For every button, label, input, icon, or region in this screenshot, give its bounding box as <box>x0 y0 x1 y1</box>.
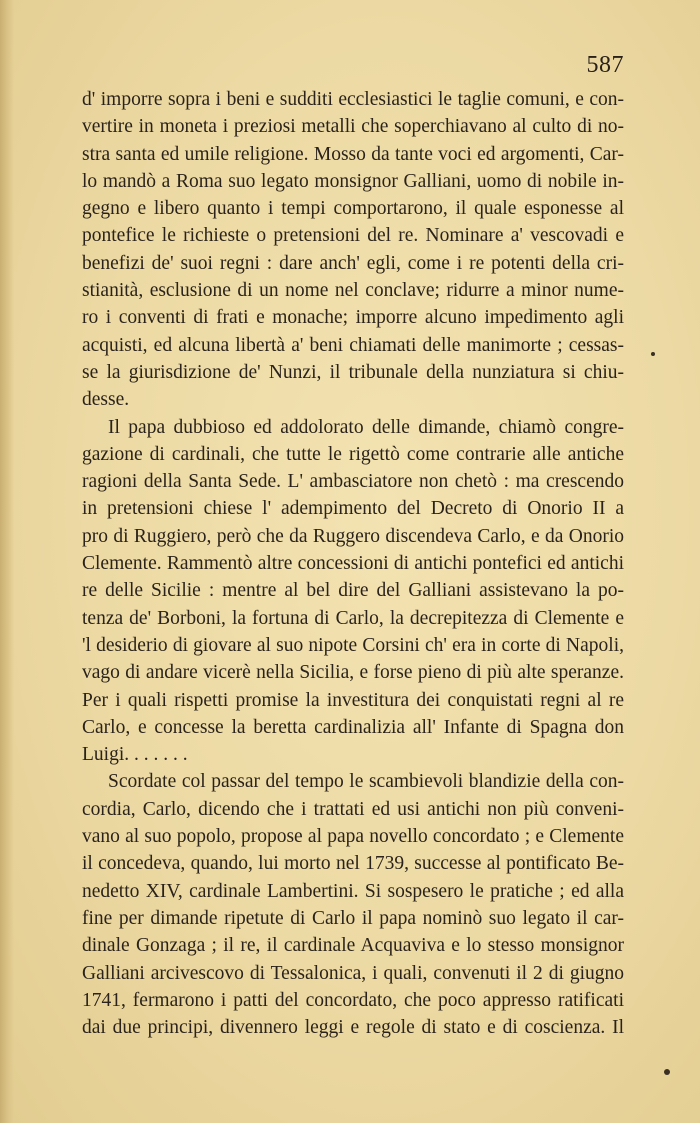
text-line: Per i quali rispetti promise la investitura dei conquistati regni al re <box>82 689 624 711</box>
ink-speck <box>651 352 655 356</box>
page-number: 587 <box>586 52 624 78</box>
text-line: vertire in moneta i preziosi metalli che soperchiavano al culto di no- <box>82 116 624 138</box>
text-line: Scordate col passar del tempo le scambievoli blandizie della con- <box>108 771 624 793</box>
ink-speck <box>664 1069 670 1075</box>
text-line: Luigi. . . . . . . <box>82 744 188 766</box>
binding-shadow <box>0 0 14 1123</box>
text-line: 'l desiderio di giovare al suo nipote Corsini ch' era in corte di Napoli, <box>82 634 624 656</box>
text-line: benefizi de' suoi regni : dare anch' egli, come i re potenti della cri- <box>82 252 624 274</box>
text-line: fine per dimande ripetute di Carlo il papa nominò suo legato il car- <box>82 907 624 929</box>
text-line: ro i conventi di frati e monache; imporre alcuno impedimento agli <box>82 307 624 329</box>
text-line: vano al suo popolo, propose al papa novello concordato ; e Clemente <box>82 826 624 848</box>
text-line: lo mandò a Roma suo legato monsignor Galliani, uomo di nobile in- <box>82 170 624 192</box>
text-line: nedetto XIV, cardinale Lambertini. Si sospesero le pratiche ; ed alla <box>82 880 624 902</box>
text-line: d' imporre sopra i beni e sudditi ecclesiastici le taglie comuni, e con- <box>82 89 624 110</box>
text-line: vago di andare vicerè nella Sicilia, e forse pieno di più alte speranze. <box>82 662 624 684</box>
text-line: pro di Ruggiero, però che da Ruggero discendeva Carlo, e da Onorio <box>82 525 624 547</box>
text-line: stra santa ed umile religione. Mosso da tante voci ed argomenti, Car- <box>82 143 624 165</box>
text-line: Galliani arcivescovo di Tessalonica, i quali, convenuti il 2 di giugno <box>82 962 624 984</box>
text-line: gazione di cardinali, che tutte le rigettò come contrarie alle antiche <box>82 443 624 465</box>
text-line: gegno e libero quanto i tempi comportarono, il quale esponesse al <box>82 198 624 220</box>
paragraph-1 <box>82 86 624 414</box>
text-line: stianità, esclusione di un nome nel conclave; ridurre a minor nume- <box>82 280 624 302</box>
text-line: re delle Sicilie : mentre al bel dire del Galliani assistevano la po- <box>82 580 624 602</box>
text-line: Il papa dubbioso ed addolorato delle dimande, chiamò congre- <box>108 416 624 438</box>
text-line: 1741, fermarono i patti del concordato, che poco appresso ratificati <box>82 989 624 1011</box>
paragraph-3 <box>82 768 624 1041</box>
text-line: acquisti, ed alcuna libertà a' beni chiamati delle manimorte ; cessas- <box>82 334 624 356</box>
paragraph-2 <box>82 414 624 769</box>
text-line: cordia, Carlo, dicendo che i trattati ed usi antichi non più conveni- <box>82 798 624 820</box>
text-line: Carlo, e concesse la beretta cardinalizia all' Infante di Spagna don <box>82 716 624 738</box>
text-line: desse. <box>82 389 130 411</box>
text-line: il concedeva, quando, lui morto nel 1739, successe al pontificato Be- <box>82 853 624 875</box>
body-text <box>82 86 624 1041</box>
text-line: dinale Gonzaga ; il re, il cardinale Acquaviva e lo stesso monsignor <box>82 935 624 957</box>
text-line: tenza de' Borboni, la fortuna di Carlo, la decrepitezza di Clemente e <box>82 607 624 629</box>
text-line: dai due principi, divennero leggi e regole di stato e di coscienza. Il <box>82 1017 624 1039</box>
text-line: in pretensioni chiese l' adempimento del Decreto di Onorio II a <box>82 498 624 520</box>
text-line: se la giurisdizione de' Nunzi, il tribunale della nunziatura si chiu- <box>82 361 624 383</box>
text-line: Clemente. Rammentò altre concessioni di antichi pontefici ed antichi <box>82 553 624 575</box>
text-line: pontefice le richieste o pretensioni del re. Nominare a' vescovadi e <box>82 225 624 247</box>
text-line: ragioni della Santa Sede. L' ambasciatore non chetò : ma crescendo <box>82 471 624 493</box>
